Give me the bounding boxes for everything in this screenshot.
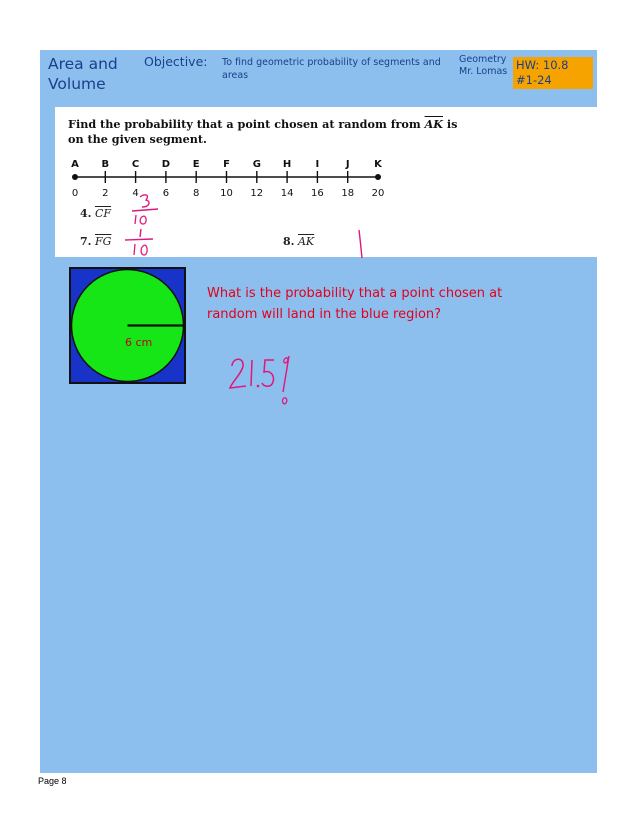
number-line-letter: B [101,159,110,170]
number-line-endpoint [375,174,381,180]
number-line-value: 10 [220,188,233,199]
exercise-prompt: Find the probability that a point chosen at random from $\overline{AK}$ is on the given segment. [68,117,458,146]
slide [40,50,597,773]
number-line-value: 18 [341,188,355,199]
radius-label: 6 cm [125,336,153,349]
number-line-value: 2 [102,188,109,199]
page-number: Page 8 [38,776,67,786]
number-line-value: 8 [193,188,200,199]
number-line-endpoint [72,174,78,180]
probability-question: What is the probability that a point chosen at random will land in the blue region? [207,286,503,322]
number-line-letter: H [282,159,292,170]
number-line-letter: F [223,159,230,170]
number-line-letter: G [252,159,261,170]
number-line-value: 4 [132,188,139,199]
teacher-name: Mr. Lomas [459,66,508,77]
number-line-letter: K [374,159,382,170]
number-line-letter: D [161,159,171,170]
exercise-4 [80,207,111,220]
number-line-letter: C [131,159,140,170]
handwritten-answer-1 [357,228,365,260]
number-line-letter: A [71,159,79,170]
prompt-segment: $\overline{AK}$ [424,117,443,131]
exercise-segment: $\overline{CF}$ [94,207,112,220]
homework-badge: HW: 10.8 #1-24 [513,57,593,89]
square-circle-figure [69,267,186,384]
exercise-number: 8. [283,235,295,248]
course-name: Geometry [459,54,507,65]
handwritten-answer-3-10 [128,191,168,227]
objective-text: To find geometric probability of segments and areas [222,57,441,81]
exercise-number: 4. [80,207,92,220]
number-line-letter: I [315,159,320,170]
lesson-title: Area and Volume [48,55,118,93]
exercise-number: 7. [80,235,92,248]
number-line-letter: J [345,159,350,170]
exercise-segment: $\overline{AK}$ [297,235,315,248]
exercise-8 [283,235,314,248]
number-line-value: 16 [311,188,324,199]
handwritten-answer-21-5-percent [226,348,302,412]
number-line-value: 6 [162,188,170,199]
exercise-panel [55,107,597,257]
number-line-value: 20 [371,188,385,199]
number-line-value: 0 [71,188,79,199]
handwritten-answer-1-10 [123,227,157,259]
course-info [459,54,507,78]
number-line-value: 12 [250,188,264,199]
exercise-segment: $\overline{FG}$ [94,235,112,248]
exercise-7 [80,235,111,248]
number-line-value: 14 [280,188,294,199]
number-line-letter: E [192,159,200,170]
objective-label: Objective: [144,54,208,69]
